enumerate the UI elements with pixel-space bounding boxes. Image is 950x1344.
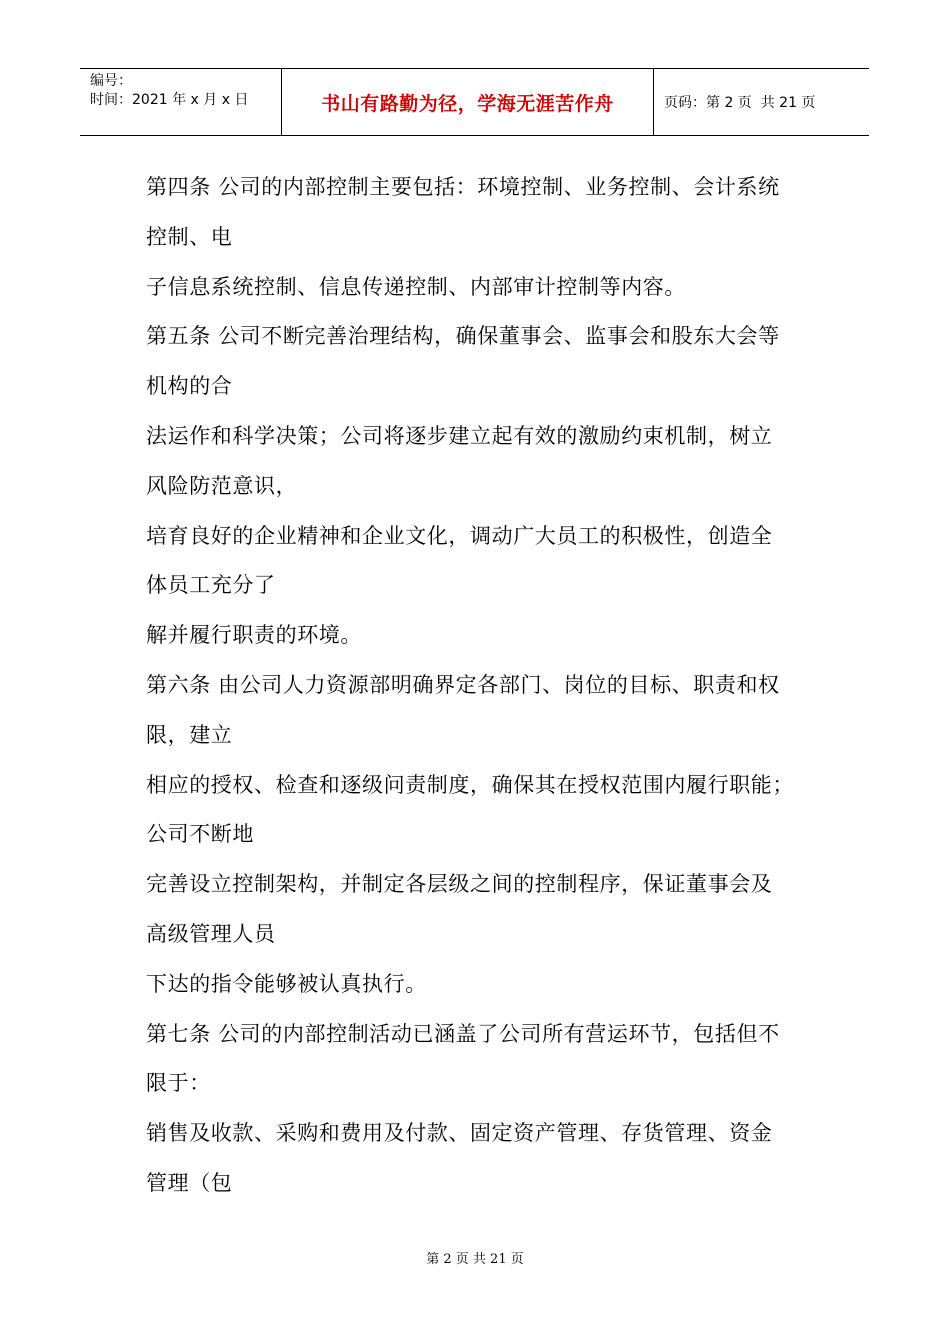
body-line: 下达的指令能够被认真执行。 bbox=[146, 971, 427, 996]
header-page-info bbox=[654, 69, 869, 135]
body-line: 子信息系统控制、信息传递控制、内部审计控制等内容。 bbox=[146, 274, 686, 299]
document-number-label: 编号： bbox=[90, 73, 132, 89]
document-date: 时间：2021 年 x 月 x 日 bbox=[90, 92, 249, 108]
body-line: 公司不断地 bbox=[146, 822, 254, 847]
body-line: 控制、电 bbox=[146, 224, 233, 249]
body-line: 高级管理人员 bbox=[146, 921, 276, 946]
body-line: 销售及收款、采购和费用及付款、固定资产管理、存货管理、资金 bbox=[146, 1121, 773, 1146]
body-line: 风险防范意识， bbox=[146, 473, 298, 498]
header-motto: 书山有路勤为径，学海无涯苦作舟 bbox=[282, 69, 654, 135]
body-line: 限，建立 bbox=[146, 722, 233, 747]
body-line: 机构的合 bbox=[146, 374, 233, 399]
body-line: 第四条 公司的内部控制主要包括：环境控制、业务控制、会计系统 bbox=[146, 175, 780, 199]
body-line: 完善设立控制架构，并制定各层级之间的控制程序，保证董事会及 bbox=[146, 872, 773, 897]
body-line: 第五条 公司不断完善治理结构，确保董事会、监事会和股东大会等 bbox=[146, 324, 780, 349]
page-header bbox=[80, 68, 869, 136]
page-footer: 第 2 页 共 21 页 bbox=[426, 1252, 524, 1267]
body-line: 法运作和科学决策；公司将逐步建立起有效的激励约束机制，树立 bbox=[146, 423, 773, 448]
document-body bbox=[146, 163, 816, 1209]
body-line: 解并履行职责的环境。 bbox=[146, 623, 362, 648]
header-meta bbox=[80, 69, 282, 135]
body-line: 管理（包 bbox=[146, 1170, 233, 1195]
body-line: 培育良好的企业精神和企业文化，调动广大员工的积极性，创造全 bbox=[146, 523, 773, 548]
body-line: 第六条 由公司人力资源部明确界定各部门、岗位的目标、职责和权 bbox=[146, 672, 780, 697]
body-line: 体员工充分了 bbox=[146, 573, 276, 598]
body-line: 相应的授权、检查和逐级问责制度，确保其在授权范围内履行职能； bbox=[146, 772, 794, 797]
header-page-number: 页码：第 2 页 共 21 页 bbox=[664, 95, 816, 111]
body-line: 限于： bbox=[146, 1071, 211, 1096]
body-line: 第七条 公司的内部控制活动已涵盖了公司所有营运环节，包括但不 bbox=[146, 1021, 780, 1046]
